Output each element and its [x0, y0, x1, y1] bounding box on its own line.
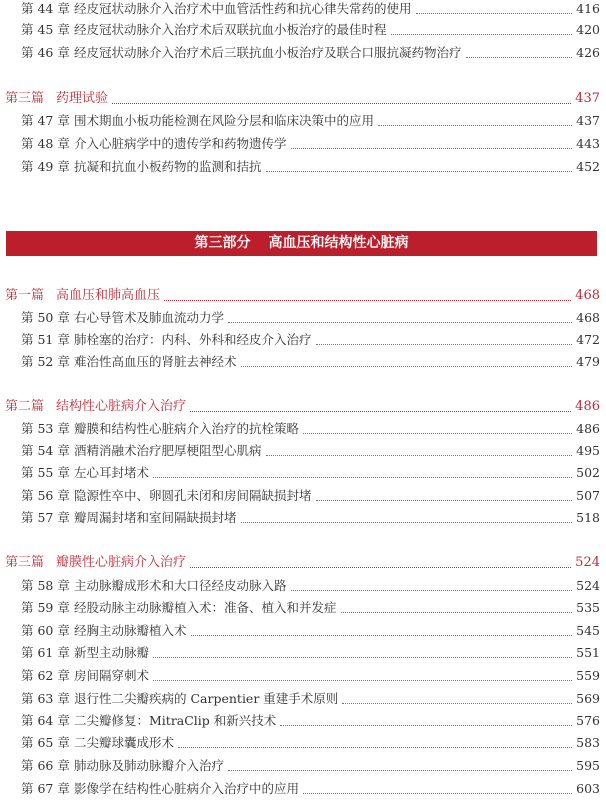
page-number: 486: [576, 421, 600, 436]
chapter-title: 经皮冠状动脉介入治疗术中血管活性药和抗心律失常药的使用: [74, 1, 412, 16]
leader-dots: [191, 635, 573, 636]
toc-section-row[interactable]: [0, 552, 606, 574]
chapter-title: 新型主动脉瓣: [74, 645, 150, 660]
chapter-title: 瓣周漏封堵和室间隔缺损封堵: [74, 510, 237, 525]
chapter-title: 二尖瓣修复：MitraClip 和新兴技术: [74, 713, 277, 728]
page-number: 583: [576, 735, 600, 750]
page-number: 502: [576, 465, 600, 480]
leader-dots: [266, 171, 573, 172]
page-number: 452: [576, 159, 600, 174]
chapter-number: 第 55 章: [21, 465, 70, 480]
part-banner: [6, 231, 597, 256]
chapter-number: 第 52 章: [21, 354, 70, 369]
toc-chapter-row[interactable]: [0, 732, 606, 754]
section-number: 第一篇: [5, 288, 45, 303]
page-number: 559: [576, 668, 600, 683]
chapter-number: 第 49 章: [21, 159, 70, 174]
chapter-number: 第 64 章: [21, 713, 70, 728]
section-title: 结构性心脏病介入治疗: [56, 399, 187, 414]
page-number: 437: [576, 113, 600, 128]
page-number: 468: [576, 310, 600, 325]
page-number: 576: [576, 713, 600, 728]
toc-chapter-row[interactable]: [0, 507, 606, 529]
toc-chapter-row[interactable]: [0, 156, 606, 178]
chapter-title: 左心耳封堵术: [74, 465, 150, 480]
chapter-number: 第 61 章: [21, 645, 70, 660]
leader-dots: [280, 725, 572, 726]
chapter-title: 经皮冠状动脉介入治疗术后双联抗血小板治疗的最佳时程: [74, 22, 387, 37]
toc-chapter-row[interactable]: [0, 19, 606, 41]
toc-section-row[interactable]: [0, 396, 606, 418]
leader-dots: [303, 433, 572, 434]
chapter-title: 抗凝和抗血小板药物的监测和拮抗: [74, 159, 262, 174]
leader-dots: [190, 411, 571, 412]
leader-dots: [378, 125, 572, 126]
chapter-number: 第 63 章: [21, 691, 70, 706]
chapter-number: 第 65 章: [21, 735, 70, 750]
leader-dots: [316, 500, 573, 501]
chapter-number: 第 58 章: [21, 578, 70, 593]
chapter-title: 经胸主动脉瓣植入术: [74, 623, 187, 638]
chapter-title: 围术期血小板功能检测在风险分层和临床决策中的应用: [74, 113, 375, 128]
leader-dots: [178, 747, 572, 748]
toc-chapter-row[interactable]: [0, 597, 606, 619]
leader-dots: [164, 300, 571, 301]
leader-dots: [316, 344, 573, 345]
chapter-title: 肺动脉及肺动脉瓣介入治疗: [74, 758, 225, 773]
chapter-title: 酒精消融术治疗肥厚梗阻型心肌病: [74, 443, 262, 458]
page-number: 535: [576, 600, 600, 615]
toc-chapter-row[interactable]: [0, 307, 606, 329]
toc-chapter-row[interactable]: [0, 665, 606, 687]
section-number: 第二篇: [5, 399, 45, 414]
leader-dots: [153, 657, 572, 658]
chapter-number: 第 47 章: [21, 113, 70, 128]
section-number: 第三篇: [5, 91, 45, 106]
leader-dots: [291, 590, 573, 591]
chapter-title: 介入心脏病学中的遗传学和药物遗传学: [74, 136, 287, 151]
page-number: 595: [576, 758, 600, 773]
section-number: 第三篇: [5, 555, 45, 570]
toc-chapter-row[interactable]: [0, 0, 606, 20]
leader-dots: [241, 522, 573, 523]
chapter-title: 右心导管术及肺血流动力学: [74, 310, 225, 325]
leader-dots: [266, 455, 573, 456]
toc-chapter-row[interactable]: [0, 440, 606, 462]
leader-dots: [228, 770, 572, 771]
toc-chapter-row[interactable]: [0, 351, 606, 373]
toc-chapter-row[interactable]: [0, 133, 606, 155]
leader-dots: [341, 612, 573, 613]
page-number: 486: [575, 399, 600, 414]
chapter-number: 第 46 章: [21, 45, 70, 60]
page-number: 524: [576, 578, 600, 593]
page-number: 524: [575, 555, 600, 570]
chapter-number: 第 66 章: [21, 758, 70, 773]
chapter-number: 第 57 章: [21, 510, 70, 525]
chapter-title: 经股动脉主动脉瓣植入术：准备、植入和并发症: [74, 600, 337, 615]
leader-dots: [303, 793, 572, 794]
chapter-title: 瓣膜和结构性心脏病介入治疗的抗栓策略: [74, 421, 300, 436]
chapter-title: 难治性高血压的肾脏去神经术: [74, 354, 237, 369]
page-number: 569: [576, 691, 600, 706]
chapter-title: 二尖瓣球囊成形术: [74, 735, 175, 750]
chapter-title: 房间隔穿刺术: [74, 668, 150, 683]
page-number: 468: [575, 288, 600, 303]
page-number: 603: [576, 781, 600, 796]
chapter-number: 第 48 章: [21, 136, 70, 151]
chapter-title: 退行性二尖瓣疾病的 Carpentier 重建手术原则: [74, 691, 339, 706]
page-number: 420: [576, 22, 600, 37]
page-number: 416: [576, 1, 600, 16]
toc-chapter-row[interactable]: [0, 575, 606, 597]
chapter-number: 第 54 章: [21, 443, 70, 458]
toc-section-row[interactable]: [0, 88, 606, 110]
chapter-title: 隐源性卒中、卵圆孔未闭和房间隔缺损封堵: [74, 488, 312, 503]
page-number: 518: [576, 510, 600, 525]
chapter-number: 第 44 章: [21, 1, 70, 16]
leader-dots: [291, 148, 573, 149]
chapter-number: 第 67 章: [21, 781, 70, 796]
page-number: 472: [576, 332, 600, 347]
leader-dots: [241, 366, 573, 367]
page-number: 426: [576, 45, 600, 60]
chapter-number: 第 45 章: [21, 22, 70, 37]
chapter-number: 第 51 章: [21, 332, 70, 347]
toc-chapter-row[interactable]: [0, 642, 606, 664]
toc-chapter-row[interactable]: [0, 462, 606, 484]
page-number: 551: [576, 645, 600, 660]
page-number: 443: [576, 136, 600, 151]
page-number: 545: [576, 623, 600, 638]
chapter-number: 第 50 章: [21, 310, 70, 325]
leader-dots: [391, 34, 573, 35]
page-number: 479: [576, 354, 600, 369]
chapter-number: 第 56 章: [21, 488, 70, 503]
chapter-title: 主动脉瓣成形术和大口径经皮动脉入路: [74, 578, 287, 593]
leader-dots: [228, 322, 572, 323]
toc-chapter-row[interactable]: [0, 688, 606, 710]
chapter-number: 第 62 章: [21, 668, 70, 683]
toc-chapter-row[interactable]: [0, 755, 606, 777]
leader-dots: [416, 13, 573, 14]
page-number: 495: [576, 443, 600, 458]
leader-dots: [112, 103, 571, 104]
part-title: 高血压和结构性心脏病: [268, 235, 409, 251]
chapter-number: 第 60 章: [21, 623, 70, 638]
toc-section-row[interactable]: [0, 285, 606, 307]
section-title: 高血压和肺高血压: [56, 288, 161, 303]
leader-dots: [342, 703, 572, 704]
leader-dots: [153, 477, 572, 478]
toc-chapter-row[interactable]: [0, 329, 606, 351]
chapter-title: 经皮冠状动脉介入治疗术后三联抗血小板治疗及联合口服抗凝药物治疗: [74, 45, 462, 60]
leader-dots: [190, 567, 571, 568]
chapter-number: 第 53 章: [21, 421, 70, 436]
leader-dots: [466, 57, 573, 58]
part-number: 第三部分: [194, 235, 251, 251]
toc-chapter-row[interactable]: [0, 620, 606, 642]
toc-chapter-row[interactable]: [0, 778, 606, 800]
leader-dots: [153, 680, 572, 681]
chapter-title: 肺栓塞的治疗：内科、外科和经皮介入治疗: [74, 332, 312, 347]
toc-chapter-row[interactable]: [0, 710, 606, 732]
page-number: 437: [575, 91, 600, 106]
page-number: 507: [576, 488, 600, 503]
toc-chapter-row[interactable]: [0, 42, 606, 64]
chapter-title: 影像学在结构性心脏病介入治疗中的应用: [74, 781, 300, 796]
toc-chapter-row[interactable]: [0, 110, 606, 132]
section-title: 药理试验: [56, 91, 109, 106]
chapter-number: 第 59 章: [21, 600, 70, 615]
toc-chapter-row[interactable]: [0, 418, 606, 440]
toc-chapter-row[interactable]: [0, 485, 606, 507]
section-title: 瓣膜性心脏病介入治疗: [56, 555, 187, 570]
